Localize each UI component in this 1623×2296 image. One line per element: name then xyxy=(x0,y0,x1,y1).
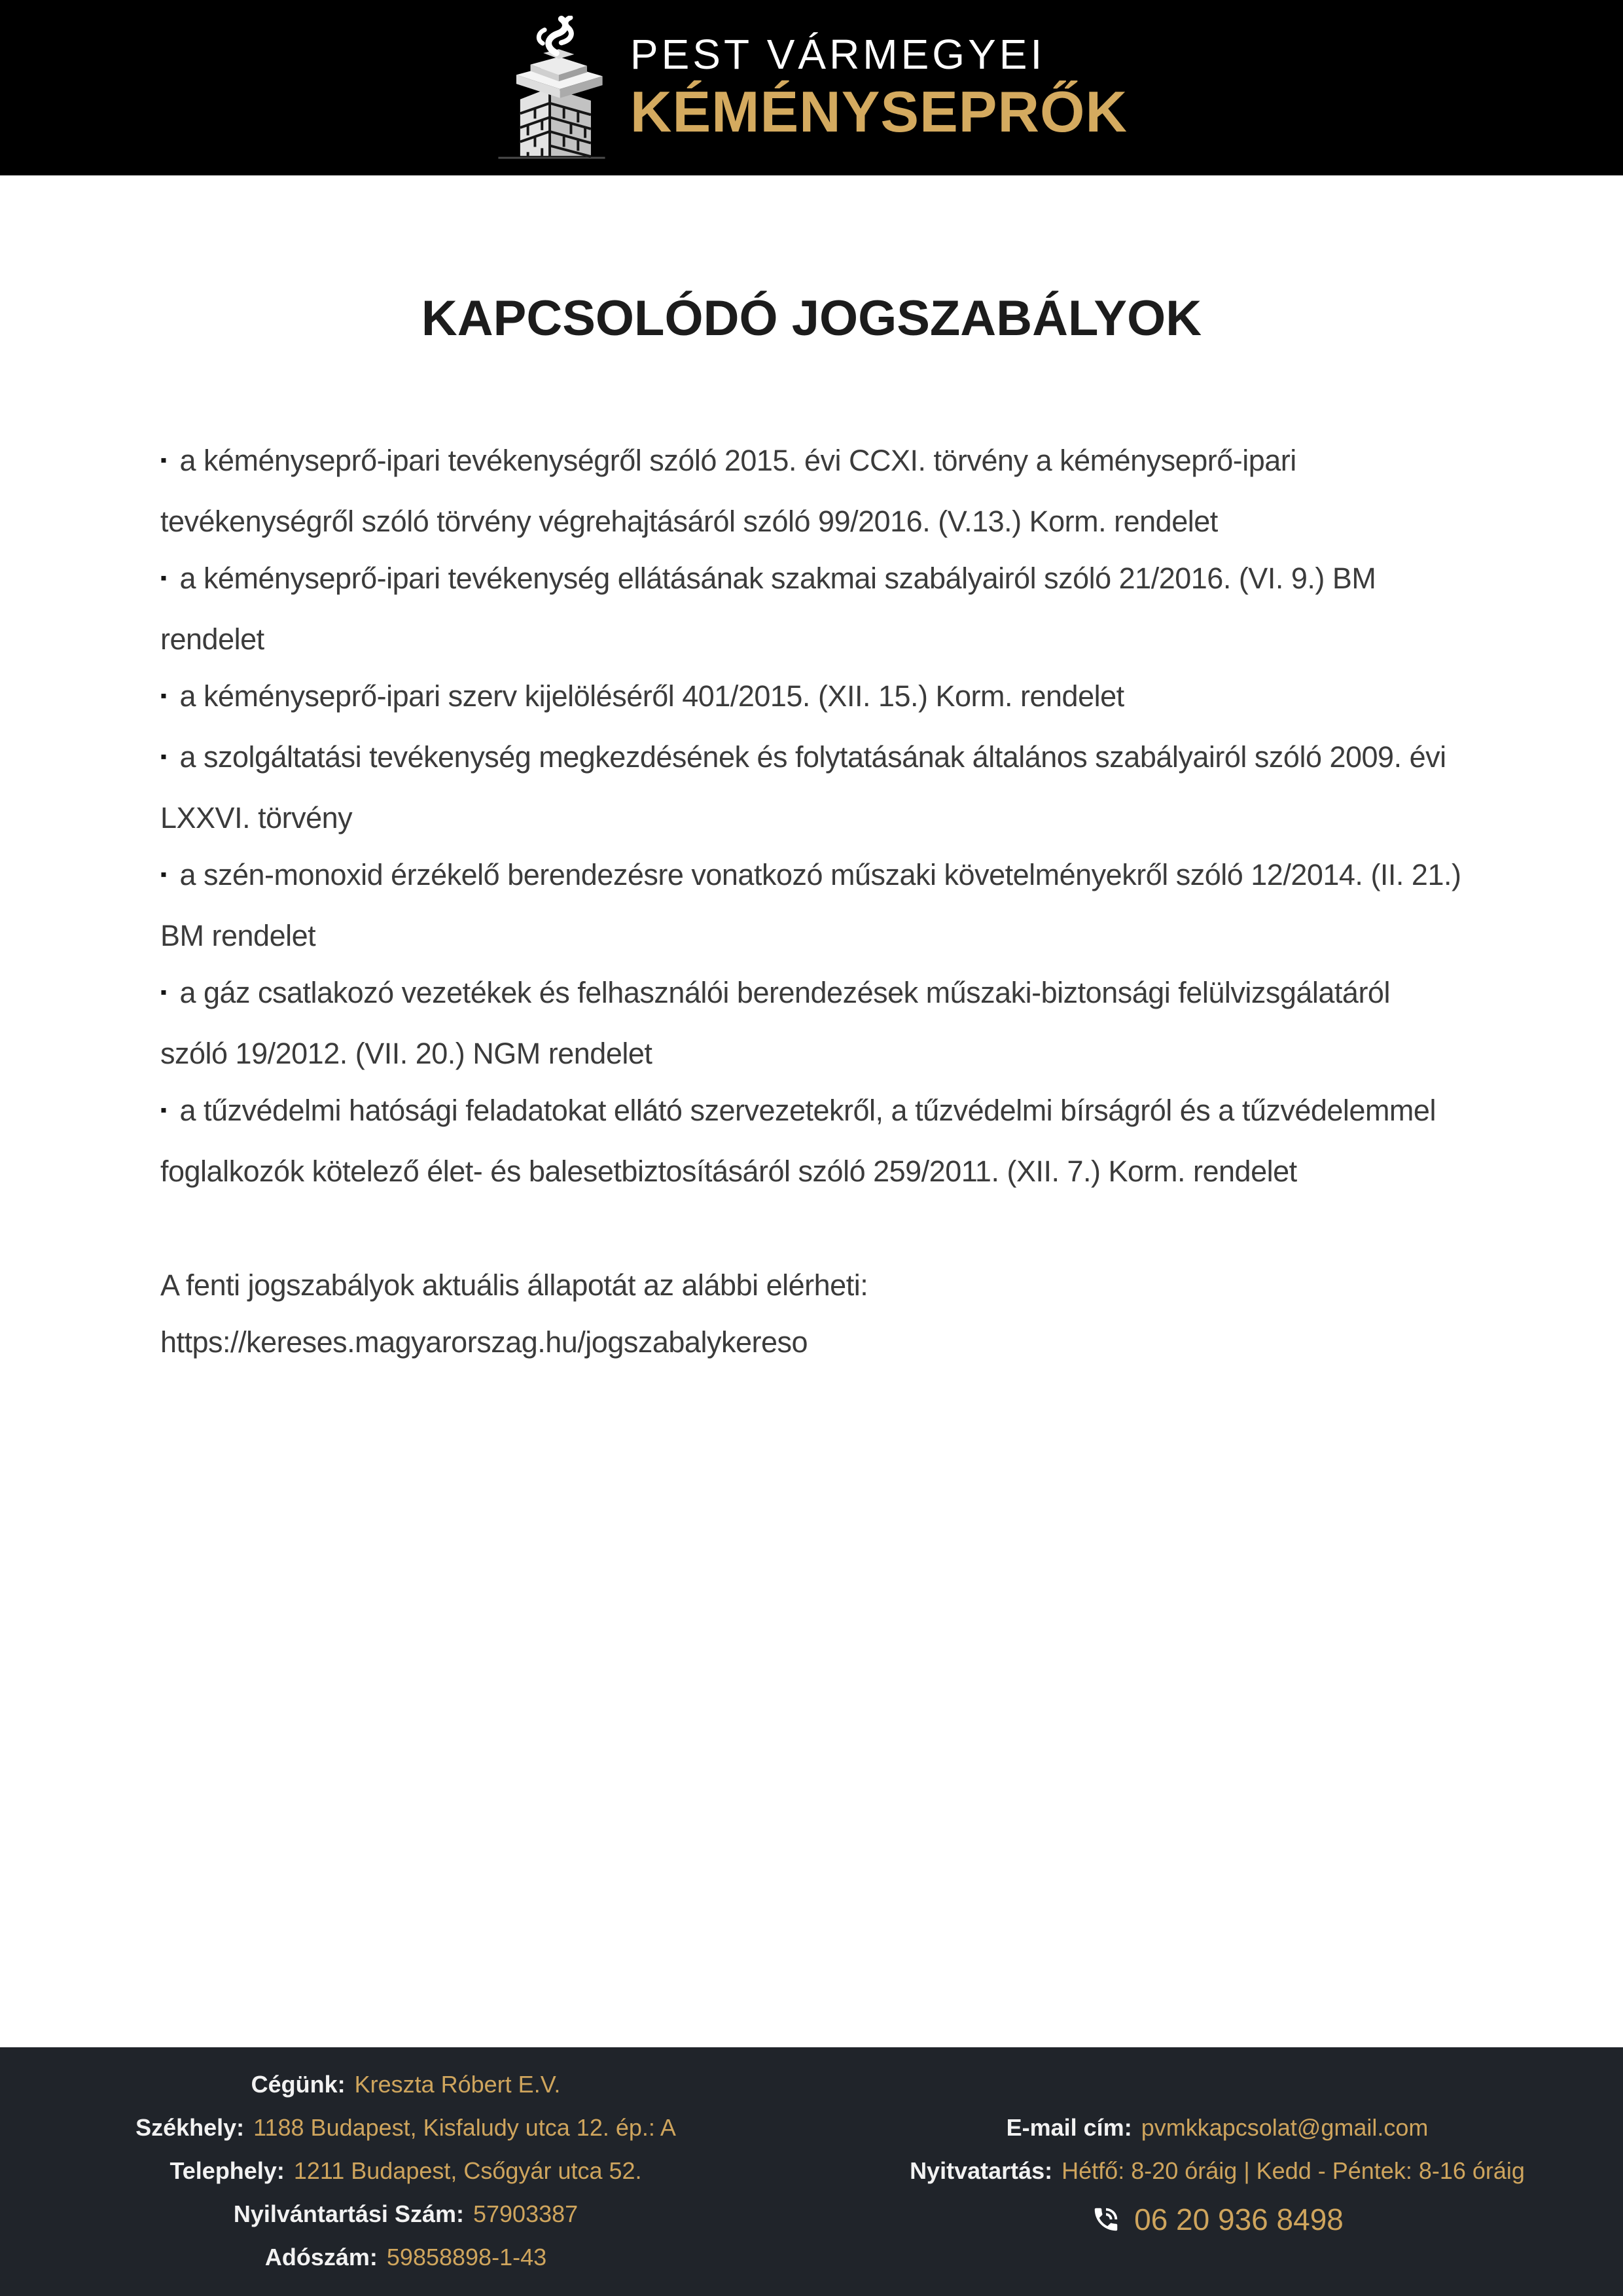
footer-info-row xyxy=(234,2193,578,2236)
bullet-icon: ▪ xyxy=(160,567,167,588)
footer-phone-row[interactable] xyxy=(1091,2198,1344,2241)
logo[interactable] xyxy=(495,12,1128,164)
footer-hours-row xyxy=(910,2149,1525,2193)
email-label: E-mail cím: xyxy=(1006,2114,1132,2141)
footer-row-value: 1188 Budapest, Kisfaludy utca 12. ép.: A xyxy=(253,2114,676,2141)
phone-number[interactable]: 06 20 936 8498 xyxy=(1134,2202,1344,2236)
page-title: KAPCSOLÓDÓ JOGSZABÁLYOK xyxy=(421,291,1202,346)
footer-row-value: Kreszta Róbert E.V. xyxy=(354,2071,561,2098)
bullet-icon: ▪ xyxy=(160,982,167,1002)
law-item-text: a tűzvédelmi hatósági feladatokat ellátó szervezetekről, a tűzvédelmi bírságról és a tűzvédelemmel foglalkozók kötelező élet- és balesetbiztosításáról szóló 259/2011. (XII. 7.) Korm. rendelet xyxy=(160,1094,1436,1188)
law-list xyxy=(160,432,1463,1200)
bullet-icon: ▪ xyxy=(160,450,167,470)
law-list-item xyxy=(160,1082,1463,1200)
footer-row-label: Adószám: xyxy=(264,2244,378,2270)
footer-email-row xyxy=(1007,2106,1429,2149)
law-item-text: a szolgáltatási tevékenység megkezdésének és folytatásának általános szabályairól szóló 2009. évi LXXVI. törvény xyxy=(160,740,1446,834)
law-list-item xyxy=(160,728,1463,846)
logo-line-top: PEST VÁRMEGYEI xyxy=(630,30,1046,78)
footer-row-value: 57903387 xyxy=(473,2200,579,2227)
email-value[interactable]: pvmkkapcsolat@gmail.com xyxy=(1141,2114,1429,2141)
law-list-item xyxy=(160,964,1463,1082)
footer-info-row xyxy=(251,2063,561,2106)
hours-label: Nyitvatartás: xyxy=(910,2157,1053,2184)
footer-company-column xyxy=(0,2047,812,2296)
bullet-icon: ▪ xyxy=(160,1100,167,1120)
law-list-item xyxy=(160,432,1463,550)
footer-contact-column xyxy=(812,2047,1623,2296)
law-list-item xyxy=(160,668,1463,728)
law-item-text: a kéményseprő-ipari tevékenység ellátásának szakmai szabályairól szóló 21/2016. (VI. 9.) BM rendelet xyxy=(160,562,1376,656)
law-item-text: a gáz csatlakozó vezetékek és felhasználói berendezések műszaki-biztonsági felülvizsgálatáról szóló 19/2012. (VII. 20.) NGM rendelet xyxy=(160,976,1390,1070)
site-header xyxy=(0,0,1623,175)
footer-row-label: Cégünk: xyxy=(251,2071,346,2098)
main-content xyxy=(0,175,1623,2047)
hours-value: Hétfő: 8-20 óráig | Kedd - Péntek: 8-16 óráig xyxy=(1061,2157,1525,2184)
footer-info-row xyxy=(135,2106,676,2149)
bullet-icon: ▪ xyxy=(160,746,167,766)
phone-icon xyxy=(1091,2204,1121,2234)
chimney-smoke-icon xyxy=(495,16,608,164)
footer-row-value: 59858898-1-43 xyxy=(386,2244,547,2270)
bullet-icon: ▪ xyxy=(160,685,167,706)
footer-info-row xyxy=(265,2236,546,2279)
footer-row-label: Székhely: xyxy=(135,2114,245,2141)
footer-row-label: Nyilvántartási Szám: xyxy=(233,2200,464,2227)
laws-note: A fenti jogszabályok aktuális állapotát az alábbi elérheti: xyxy=(160,1268,868,1302)
logo-text xyxy=(630,30,1128,144)
footer-row-value: 1211 Budapest, Csőgyár utca 52. xyxy=(293,2157,642,2184)
footer-row-label: Telephely: xyxy=(169,2157,285,2184)
site-footer xyxy=(0,2047,1623,2296)
law-item-text: a kéményseprő-ipari szerv kijelöléséről 401/2015. (XII. 15.) Korm. rendelet xyxy=(179,679,1124,713)
law-list-item xyxy=(160,846,1463,964)
bullet-icon: ▪ xyxy=(160,864,167,884)
law-list-item xyxy=(160,550,1463,668)
logo-line-bottom: KÉMÉNYSEPRŐK xyxy=(630,79,1128,144)
law-item-text: a szén-monoxid érzékelő berendezésre vonatkozó műszaki követelményekről szóló 12/2014. (II. 21.) BM rendelet xyxy=(160,858,1461,952)
law-search-url[interactable]: https://kereses.magyarorszag.hu/jogszabalykereso xyxy=(160,1325,808,1359)
footer-info-row xyxy=(169,2149,641,2193)
law-item-text: a kéményseprő-ipari tevékenységről szóló 2015. évi CCXI. törvény a kéményseprő-ipari tevékenységről szóló törvény végrehajtásáról szóló 99/2016. (V.13.) Korm. rendelet xyxy=(160,444,1296,538)
